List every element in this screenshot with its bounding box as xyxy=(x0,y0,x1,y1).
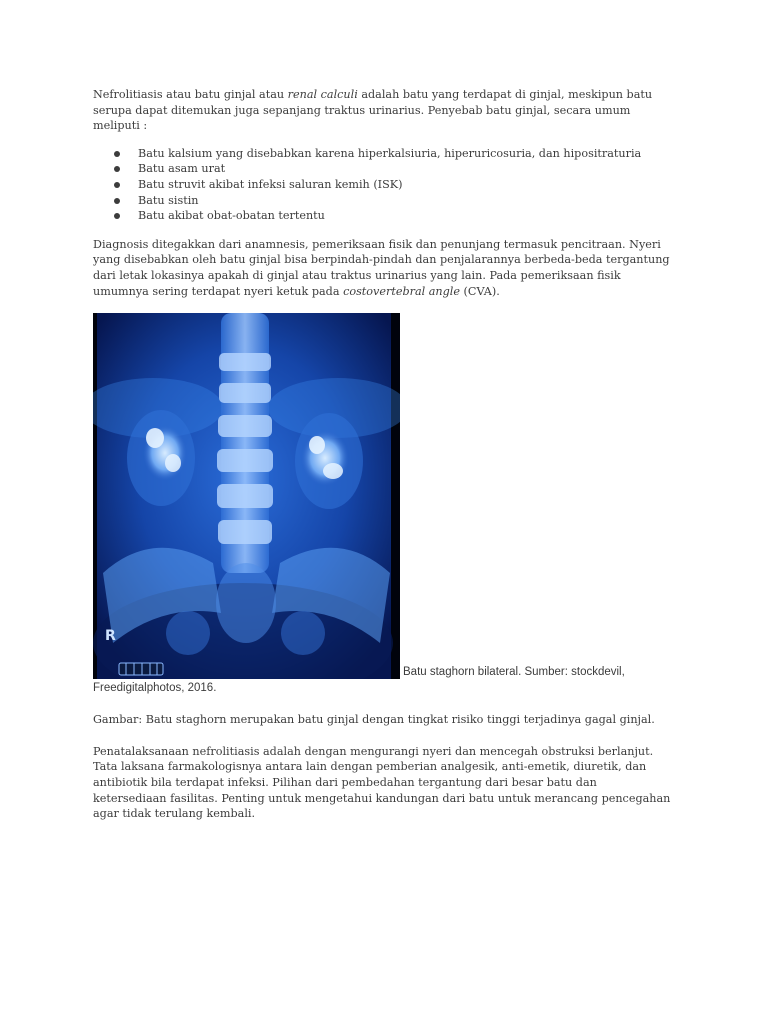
treatment-paragraph: Penatalaksanaan nefrolitiasis adalah dengan mengurangi nyeri dan mencegah obstruksi berlanjut. Tata laksana farmakologisnya antara lain dengan pemberian analgesik, anti-emetik, diuretik, dan antibiotik bila terdapat infeksi. Pilihan dari pembedahan tergantung dari besar batu dan ketersediaan fasilitas. Penting untuk mengetahui kandungan dari batu untuk merancang pencegahan agar tidak terulang kembali. xyxy=(93,744,671,821)
diagnosis-text-1: Diagnosis ditegakkan dari anamnesis, pemeriksaan fisik dan penunjang termasuk pencitraan. Nyeri yang disebabkan oleh batu ginjal bisa berpindah-pindah dan penjalarannya berbeda-beda tergantung dari letak lokasinya apakah di ginjal atau traktus urinarius yang lain. Pada pemeriksaan fisik umumnya sering terdapat nyeri ketuk pada xyxy=(93,237,670,298)
figure-description: Gambar: Batu staghorn merupakan batu ginjal dengan tingkat risiko tinggi terjadinya gagal ginjal. xyxy=(93,713,655,727)
list-item xyxy=(93,177,673,193)
intro-text-1: Nefrolitiasis atau batu ginjal atau xyxy=(93,88,288,101)
list-item-text: Batu sistin xyxy=(138,193,199,207)
list-item xyxy=(93,208,673,224)
diagnosis-paragraph xyxy=(93,237,673,299)
list-item-text: Batu akibat obat-obatan tertentu xyxy=(138,209,325,223)
list-item xyxy=(93,161,673,177)
diagnosis-text-2: (CVA). xyxy=(460,284,500,298)
intro-paragraph xyxy=(93,87,673,134)
intro-text-2: adalah batu yang terdapat di ginjal, meskipun batu serupa dapat ditemukan juga sepanjang traktus urinarius. Penyebab batu ginjal, secara umum meliputi : xyxy=(93,88,653,133)
figure-caption: Batu staghorn bilateral. Sumber: stockdevil, xyxy=(403,666,625,679)
document-page xyxy=(93,87,673,822)
list-item-text: Batu kalsium yang disebabkan karena hiperkalsiuria, hiperuricosuria, dan hipositraturia xyxy=(138,146,642,160)
xray-image xyxy=(93,313,400,679)
intro-text-italic: renal calculi xyxy=(287,88,358,101)
bullet-icon xyxy=(114,151,120,157)
bullet-icon xyxy=(114,213,120,219)
figure xyxy=(93,313,673,679)
xray-marker-label: R xyxy=(105,628,116,645)
list-item xyxy=(93,193,673,209)
list-item xyxy=(93,146,673,162)
diagnosis-text-italic: costovertebral angle xyxy=(343,284,460,298)
list-item-text: Batu asam urat xyxy=(138,162,226,176)
bullet-icon xyxy=(114,182,120,188)
bullet-icon xyxy=(114,166,120,172)
cause-list xyxy=(93,146,673,224)
bullet-icon xyxy=(114,198,120,204)
figure-caption-continued: Freedigitalphotos, 2016. xyxy=(93,682,217,695)
list-item-text: Batu struvit akibat infeksi saluran kemih (ISK) xyxy=(138,177,403,191)
